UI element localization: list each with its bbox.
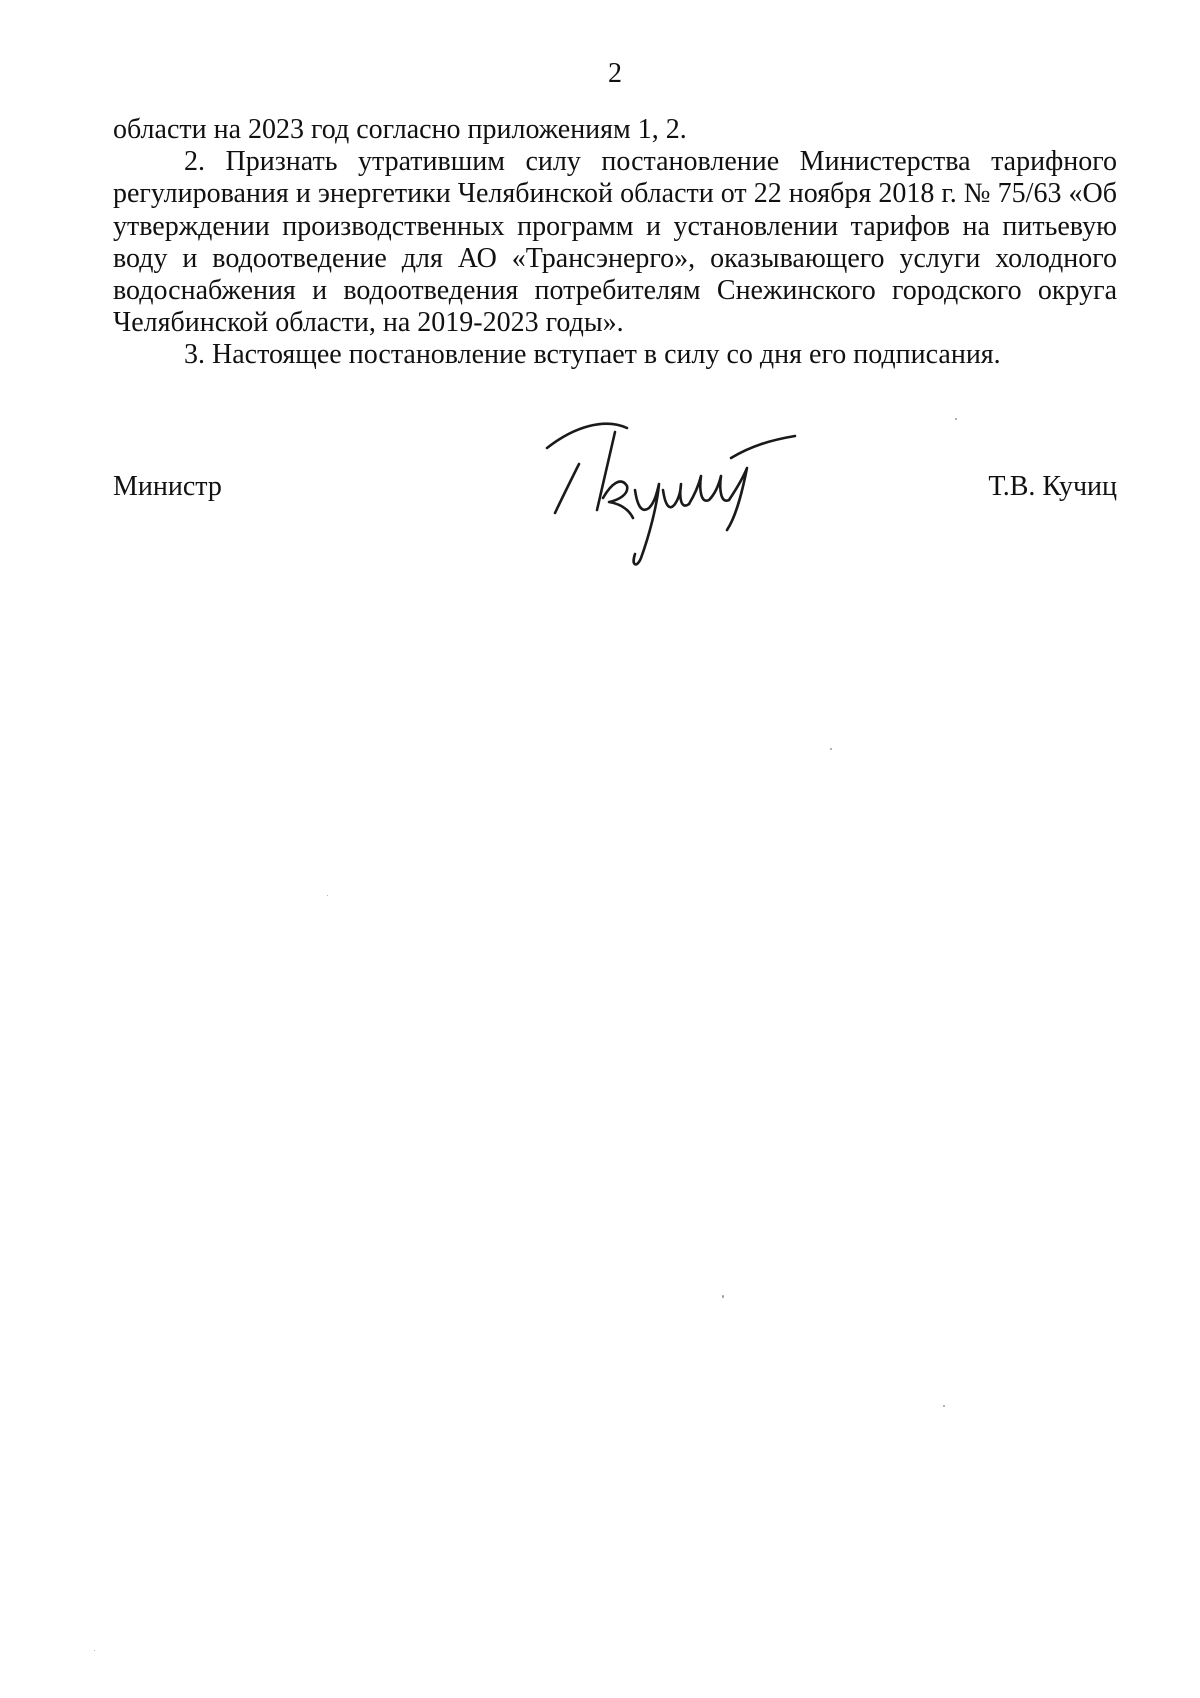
handwritten-signature <box>545 418 805 578</box>
scan-speck <box>943 1405 945 1407</box>
page-number: 2 <box>608 58 622 89</box>
paragraph-2: 2. Признать утратившим силу постановление Министерства тарифного регулирования и энергетики Челябинской области от 22 ноября 2018 г. № 75/63 «Об утверждении производственных программ и установлении тарифов на питьевую воду и водоотведение для АО «Трансэнерго», оказывающего услуги холодного водоснабжения и водоотведения потребителям Снежинского городского округа Челябинской области, на 2019-2023 годы». <box>113 146 1117 339</box>
document-body <box>113 114 1117 372</box>
scan-speck <box>955 418 957 420</box>
scan-speck <box>327 895 328 896</box>
scan-speck <box>830 748 832 750</box>
signatory-name: Т.В. Кучиц <box>988 471 1117 502</box>
scan-speck <box>722 1295 724 1298</box>
paragraph-3: 3. Настоящее постановление вступает в силу со дня его подписания. <box>184 339 1001 371</box>
scan-speck <box>94 1650 95 1651</box>
paragraph-1-continuation: области на 2023 год согласно приложениям 1, 2. <box>113 114 687 145</box>
signatory-title: Министр <box>113 471 222 502</box>
